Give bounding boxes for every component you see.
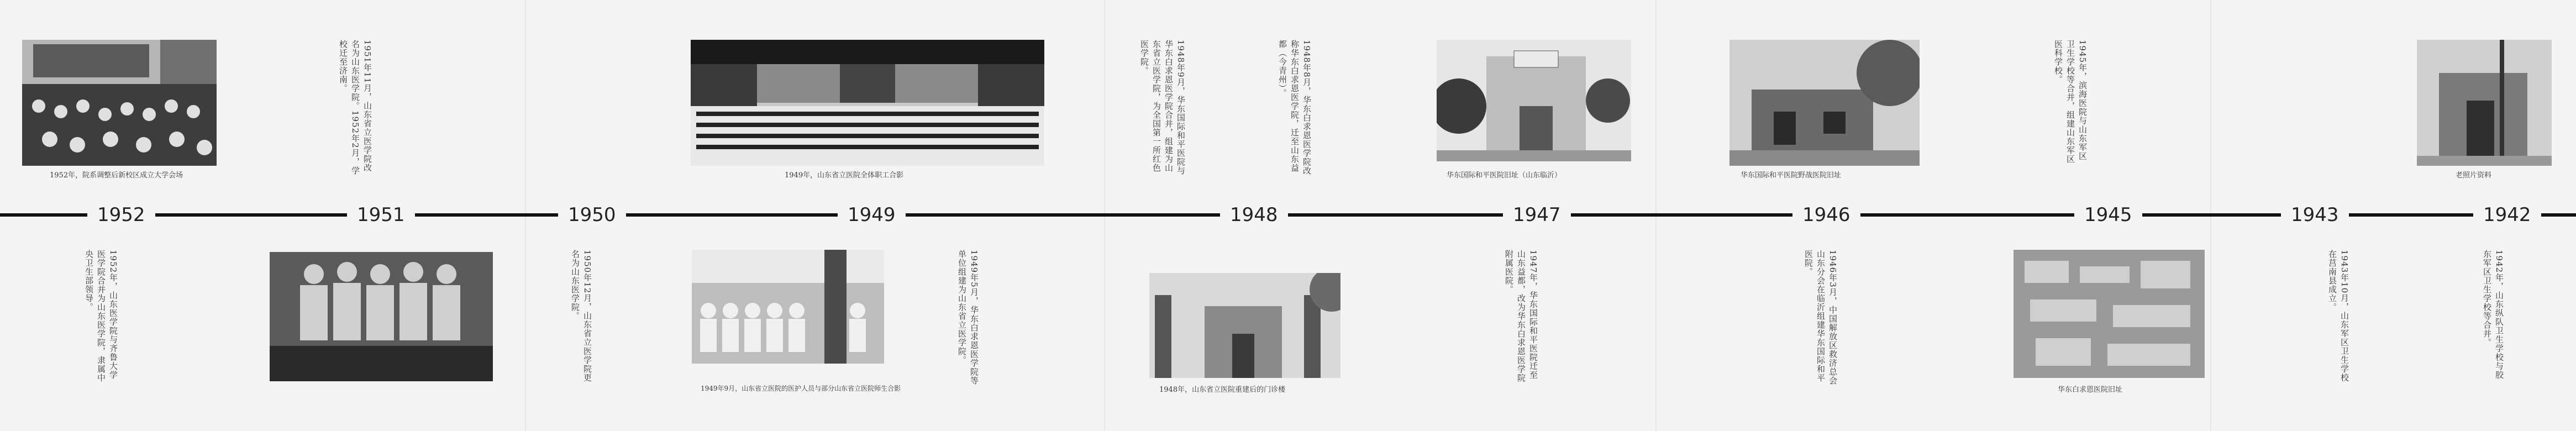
photo-1952-assembly — [22, 40, 217, 166]
photo-1947-hospital-gate — [1437, 40, 1631, 161]
photo-1942-old-gate — [2417, 40, 2552, 166]
caption-1946: 华东国际和平医院野战医院旧址 — [1741, 171, 1842, 180]
caption-1949-top: 1949年，山东省立医院全体职工合影 — [785, 171, 904, 180]
text-1947: 1947年，华东国际和平医院迁至山东益都，改为华东白求恩医学院附属医院。 — [1504, 250, 1538, 382]
text-1946: 1946年3月，中国解放区救济总会山东分会在临沂组建华东国际和平医院。 — [1804, 250, 1838, 385]
text-1948-b: 1948年9月，华东国际和平医院与华东白求恩医学院合并，组建为山东省立医学院，为全国第一所红色医学院。 — [1139, 40, 1186, 175]
caption-1948: 1948年，山东省立医院重建后的门诊楼 — [1159, 386, 1286, 394]
photo-1949-nurses — [692, 250, 884, 364]
year-marker-1952: 1952 — [87, 201, 155, 229]
caption-1942: 老照片资料 — [2456, 171, 2492, 180]
photo-1944-aerial — [2014, 250, 2205, 378]
photo-1948-gate — [1149, 273, 1340, 378]
year-marker-1947: 1947 — [1503, 201, 1571, 229]
caption-1952: 1952年，院系调整后新校区成立大学会场 — [50, 171, 183, 180]
year-marker-1943: 1943 — [2281, 201, 2349, 229]
year-marker-1948: 1948 — [1220, 201, 1288, 229]
year-marker-1949: 1949 — [838, 201, 906, 229]
photo-1946-ruins — [1729, 40, 1920, 166]
year-marker-1945: 1945 — [2074, 201, 2142, 229]
photo-1949-group — [691, 40, 1044, 166]
photo-1951-leaders — [270, 252, 493, 381]
text-1945: 1945年，滨海医院与山东军区卫生学校等合并，组建山东军区医科学校。 — [2053, 40, 2088, 164]
text-1949: 1949年5月，华东白求恩医学院等单位组建为山东省立医学院。 — [957, 250, 979, 385]
text-1943: 1943年10月，山东军区卫生学校在莒南县成立。 — [2327, 250, 2349, 382]
text-1952: 1952年，山东医学院与齐鲁大学医学院合并为山东医学院，隶属中央卫生部领导。 — [84, 250, 118, 382]
caption-1949-bottom: 1949年9月，山东省立医院的医护人员与部分山东省立医院师生合影 — [701, 385, 901, 392]
text-1948: 1948年8月，华东白求恩医学院改称华东白求恩医学院，迁至山东益都（今青州）。 — [1278, 40, 1312, 175]
text-1942: 1942年，山东纵队卫生学校与胶东军区卫生学校等合并。 — [2482, 250, 2504, 380]
year-marker-1942: 1942 — [2473, 201, 2541, 229]
year-marker-1946: 1946 — [1792, 201, 1860, 229]
caption-1947: 华东国际和平医院旧址（山东临沂） — [1447, 171, 1562, 180]
year-marker-1950: 1950 — [558, 201, 626, 229]
text-1950: 1950年12月，山东省立医学院更名为山东医学院。 — [570, 250, 592, 382]
text-1951: 1951年11月，山东省立医学院改名为山东医学院。1952年2月，学校迁至济南。 — [338, 40, 372, 175]
year-marker-1951: 1951 — [347, 201, 415, 229]
caption-1944: 华东白求恩医院旧址 — [2058, 386, 2123, 394]
